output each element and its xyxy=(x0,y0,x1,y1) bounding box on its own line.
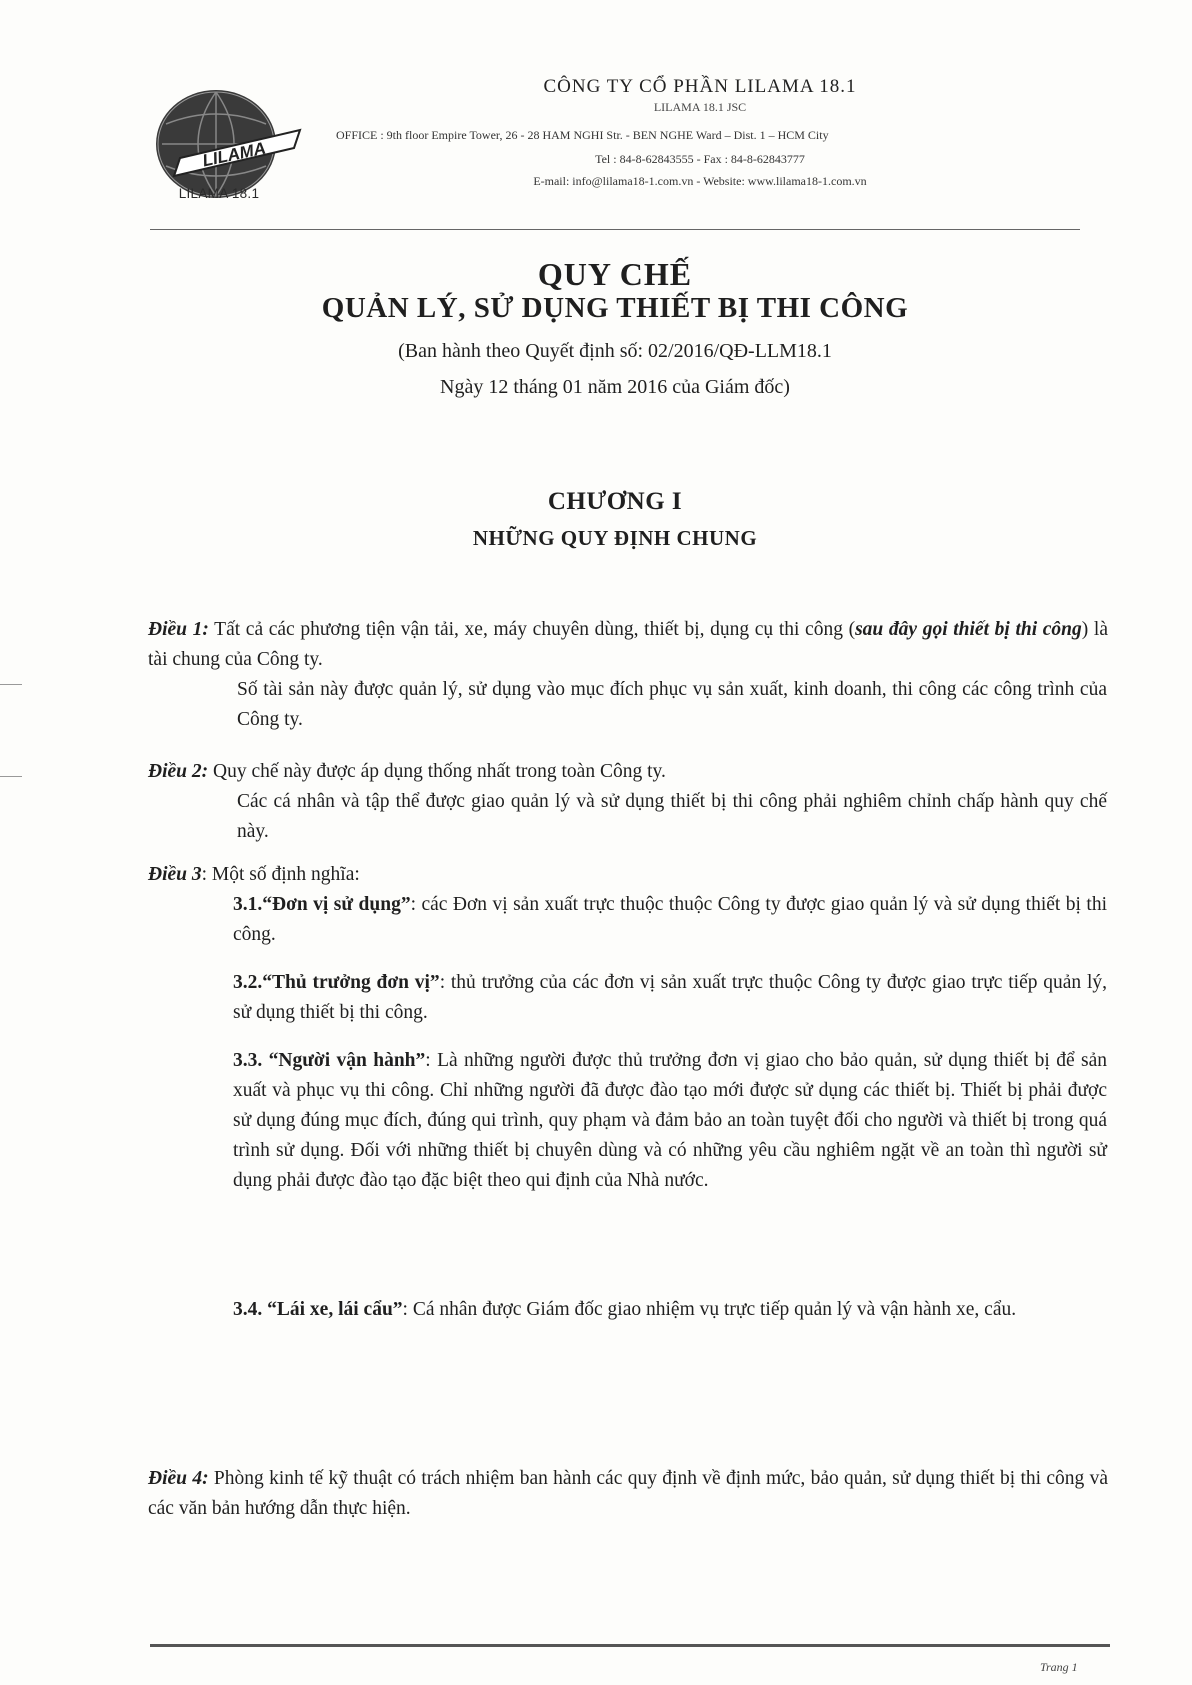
chapter-name: NHỮNG QUY ĐỊNH CHUNG xyxy=(472,526,758,550)
chapter-number: CHƯƠNG I xyxy=(547,488,683,515)
office-address: OFFICE : 9th floor Empire Tower, 26 - 28 HAM NGHI Str. - BEN NGHE Ward – Dist. 1 – HCM City xyxy=(336,128,829,142)
article-1-text-a: Tất cả các phương tiện vận tải, xe, máy chuyên dùng, thiết bị, dụng cụ thi công ( xyxy=(208,619,856,640)
article-1-label: Điều 1: xyxy=(148,619,209,640)
article-2-text: Quy chế này được áp dụng thống nhất trong toàn Công ty. xyxy=(208,761,666,782)
scan-edge-mark xyxy=(0,684,22,685)
definition-3-1-term: 3.1.“Đơn vị sử dụng” xyxy=(233,894,411,915)
company-short-name: LILAMA 18.1 JSC xyxy=(653,100,747,114)
definition-3-1 xyxy=(233,890,1107,950)
definition-3-3-term: 3.3. “Người vận hành” xyxy=(233,1050,426,1071)
definition-3-2 xyxy=(233,968,1107,1028)
issued-by-decision: (Ban hành theo Quyết định số: 02/2016/QĐ-LLM18.1 xyxy=(398,340,832,362)
definition-3-4-text: : Cá nhân được Giám đốc giao nhiệm vụ trực tiếp quản lý và vận hành xe, cẩu. xyxy=(402,1299,1017,1320)
document-title: QUY CHẾ xyxy=(537,256,693,292)
definition-3-3-text: : Là những người được thủ trưởng đơn vị giao cho bảo quản, sử dụng thiết bị để sản xuất và phục vụ thi công. Chỉ những người đã được đào tạo mới được sử dụng các thiết bị. Thiết bị phải được sử dụng đúng mục đích, đúng qui trình, quy phạm và đảm bảo an toàn tuyệt đối cho người và thiết bị trong quá trình sử dụng. Đối với những thiết bị chuyên dùng và có những yêu cầu nghiêm ngặt về an toàn thì người sử dụng phải được đào tạo đặc biệt theo qui định của Nhà nước. xyxy=(233,1050,1107,1191)
page-number: Trang 1 xyxy=(1040,1660,1078,1674)
article-4-text: Phòng kinh tế kỹ thuật có trách nhiệm ban hành các quy định về định mức, bảo quản, sử dụng thiết bị thi công và các văn bản hướng dẫn thực hiện. xyxy=(148,1468,1108,1519)
article-3 xyxy=(148,860,1108,890)
definition-3-4 xyxy=(233,1295,1107,1325)
article-1-text-b: ) là tài chung của Công ty. xyxy=(148,619,1108,670)
svg-text:LILAMA: LILAMA xyxy=(200,138,268,171)
definition-3-2-term: 3.2.“Thủ trưởng đơn vị” xyxy=(233,972,440,993)
article-1-italic: sau đây gọi thiết bị thi công xyxy=(855,619,1082,640)
definition-3-3 xyxy=(233,1046,1107,1196)
article-2-paragraph-2: Các cá nhân và tập thể được giao quản lý và sử dụng thiết bị thi công phải nghiêm chỉnh chấp hành quy chế này. xyxy=(237,791,1107,842)
tel-fax: Tel : 84-8-62843555 - Fax : 84-8-62843777 xyxy=(595,152,805,166)
article-4-label: Điều 4: xyxy=(148,1468,209,1489)
article-1 xyxy=(148,615,1108,675)
definition-3-4-term: 3.4. “Lái xe, lái cẩu” xyxy=(233,1299,403,1320)
article-2 xyxy=(148,757,1108,787)
scan-edge-mark xyxy=(0,776,22,777)
article-3-text: : Một số định nghĩa: xyxy=(201,864,360,885)
document-subtitle: QUẢN LÝ, SỬ DỤNG THIẾT BỊ THI CÔNG xyxy=(321,292,909,324)
definition-3-1-text: : các Đơn vị sản xuất trực thuộc thuộc Công ty được giao quản lý và sử dụng thiết bị thi công. xyxy=(233,894,1107,945)
article-3-label: Điều 3 xyxy=(148,864,202,885)
article-2-label: Điều 2: xyxy=(148,761,209,782)
article-1-paragraph-2: Số tài sản này được quản lý, sử dụng vào mục đích phục vụ sản xuất, kinh doanh, thi công các công trình của Công ty. xyxy=(237,679,1107,730)
article-4 xyxy=(148,1464,1108,1524)
footer-divider xyxy=(150,1644,1110,1647)
header-divider xyxy=(150,229,1080,230)
definition-3-2-text: : thủ trưởng của các đơn vị sản xuất trực thuộc Công ty được giao trực tiếp quản lý, sử dụng thiết bị thi công. xyxy=(233,972,1107,1023)
email-website: E-mail: info@lilama18-1.com.vn - Website: www.lilama18-1.com.vn xyxy=(533,174,867,188)
company-name: CÔNG TY CỔ PHẦN LILAMA 18.1 xyxy=(543,76,857,97)
issued-date: Ngày 12 tháng 01 năm 2016 của Giám đốc) xyxy=(440,376,790,398)
logo-caption: LILAMA 18.1 xyxy=(178,186,260,201)
